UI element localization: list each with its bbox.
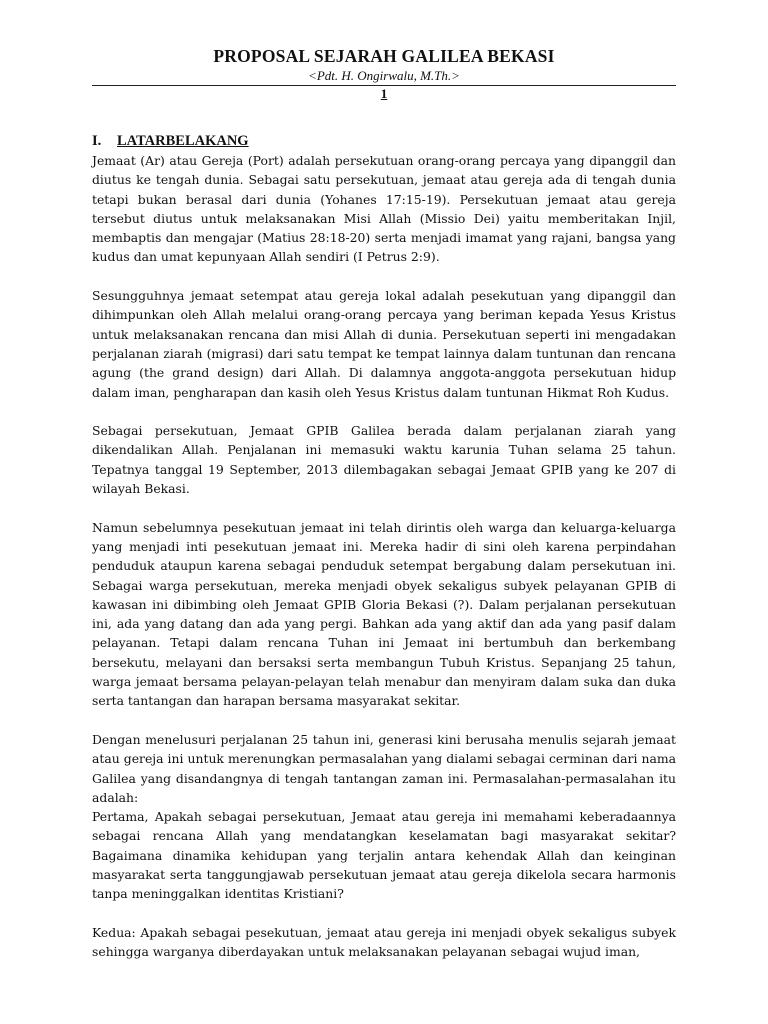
paragraph-5: Dengan menelusuri perjalanan 25 tahun ini, generasi kini berusaha menulis sejarah jemaat atau gereja ini untuk merenungkan permasalahan yang dialami sebagai cerminan dari nama Galilea yang disandangnya di tengah tantangan zaman ini. Permasalahan-permasalahan itu adalah: [92, 731, 676, 805]
paragraph-spacer [92, 267, 676, 286]
document-page [92, 44, 676, 961]
paragraph-spacer [92, 402, 676, 421]
paragraph-4: Namun sebelumnya pesekutuan jemaat ini telah dirintis oleh warga dan keluarga-keluarga yang menjadi inti pesekutuan jemaat ini. Mereka hadir di sini oleh karena perpindahan penduduk ataupun karena sebagai penduduk setempat bergabung dalam persekutuan ini. Sebagai warga persekutuan, mereka menjadi obyek sekaligus subyek pelayanan GPIB di kawasan ini dibimbing oleh Jemaat GPIB Gloria Bekasi (?). Dalam perjalanan persekutuan ini, ada yang datang dan ada yang pergi. Bahkan ada yang aktif dan ada yang pasif dalam pelayanan. Tetapi dalam rencana Tuhan ini Jemaat ini bertumbuh dan berkembang bersekutu, melayani dan bersaksi serta membangun Tubuh Kristus. Sepanjang 25 tahun, warga jemaat bersama pelayan-pelayan telah menabur dan menyiram dalam suka dan duka serta tantangan dan harapan bersama masyarakat sekitar. [92, 519, 676, 709]
section-heading [92, 132, 676, 151]
section-number: I. [92, 133, 102, 149]
section-title: LATARBELAKANG [117, 133, 249, 149]
paragraph-spacer [92, 711, 676, 730]
document-author: <Pdt. H. Ongirwalu, M.Th.> [308, 68, 460, 83]
paragraph-7: Kedua: Apakah sebagai pesekutuan, jemaat atau gereja ini menjadi obyek sekaligus subyek sehingga warganya diberdayakan untuk melaksanakan pelayanan sebagai wujud iman, [92, 924, 676, 960]
document-title: PROPOSAL SEJARAH GALILEA BEKASI [213, 46, 555, 66]
paragraph-6: Pertama, Apakah sebagai persekutuan, Jemaat atau gereja ini memahami keberadaannya sebagai rencana Allah yang mendatangkan keselamatan bagi masyarakat sekitar? Bagaimana dinamika kehidupan yang terjalin antara kehendak Allah dan keinginan masyarakat serta tanggungjawab persekutuan jemaat atau gereja dikelola secara harmonis tanpa meninggalkan identitas Kristiani? [92, 809, 676, 902]
paragraph-spacer [92, 904, 676, 923]
paragraph-1: Jemaat (Ar) atau Gereja (Port) adalah persekutuan orang-orang percaya yang dipanggil dan diutus ke tengah dunia. Sebagai satu persekutuan, jemaat atau gereja ada di tengah dunia tetapi bukan berasal dari dunia (Yohanes 17:15-19). Persekutuan jemaat atau gereja tersebut diutus untuk melaksanakan Misi Allah (Missio Dei) yaitu memberitakan Injil, membaptis dan mengajar (Matius 28:18-20) serta menjadi imamat yang rajani, bangsa yang kudus dan umat kepunyaan Allah sendiri (I Petrus 2:9). [92, 153, 676, 265]
paragraph-3: Sebagai persekutuan, Jemaat GPIB Galilea berada dalam perjalanan ziarah yang dikendalikan Allah. Penjalanan ini memasuki waktu karunia Tuhan selama 25 tahun. Tepatnya tanggal 19 September, 2013 dilembagakan sebagai Jemaat GPIB yang ke 207 di wilayah Bekasi. [92, 423, 676, 497]
paragraph-2: Sesungguhnya jemaat setempat atau gereja lokal adalah pesekutuan yang dipanggil dan dihimpunkan oleh Allah melalui orang-orang percaya yang beriman kepada Yesus Kristus untuk melaksanakan rencana dan misi Allah di dunia. Persekutuan seperti ini mengadakan perjalanan ziarah (migrasi) dari satu tempat ke tempat lainnya dalam tuntunan dan rencana agung (the grand design) dari Allah. Di dalamnya anggota-anggota persekutuan hidup dalam iman, pengharapan dan kasih oleh Yesus Kristus dalam tuntunan Hikmat Roh Kudus. [92, 288, 676, 400]
page-number: 1 [380, 86, 388, 101]
paragraph-spacer [92, 498, 676, 517]
